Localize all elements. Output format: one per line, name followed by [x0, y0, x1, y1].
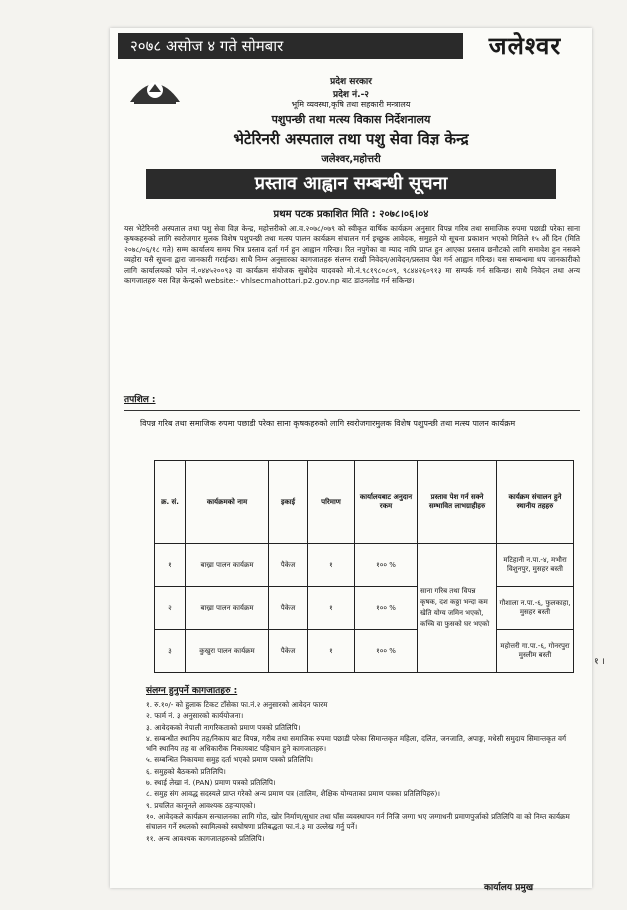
list-item: ८. समुह संग आवद्ध सदस्यले प्राप्त गरेको अन्य प्रमाण पत्र (तालिम, शैक्षिक योग्यताका प्रमाण पत्रका प्रतिलिपिहरु)।	[146, 789, 440, 799]
cell-quantity: १	[308, 630, 355, 673]
table-row	[155, 587, 574, 630]
cell-grant: १०० %	[355, 630, 418, 673]
list-item: ९. प्रचलित कानूनले आवश्यक ठहऱ्याएको।	[146, 800, 256, 810]
notice-title: प्रस्ताव आह्वान सम्बन्धी सूचना	[146, 169, 556, 199]
cell-location: गौशाला न.पा.-६, फुलकाहा, मुसहर बस्ती	[497, 587, 574, 630]
cell-sn: ३	[155, 630, 186, 673]
table-row	[155, 544, 574, 587]
newspaper-name: जलेश्वर	[488, 32, 562, 60]
table-row	[155, 630, 574, 673]
divider	[124, 410, 580, 411]
cell-location: मटिहानी न.पा.-४, मभौरा विशुनपुर, मुसहर बस्ती	[497, 544, 574, 587]
cell-unit: पैकेज	[269, 630, 308, 673]
cell-beneficiaries: साना गरिब तथा विपन्न कृषक, दश कठ्ठा भन्दा कम खेति योग्य जमिन भएको, कच्चि वा फुसको घर भएको	[418, 544, 497, 673]
cell-grant: १०० %	[355, 544, 418, 587]
col-beneficiaries: प्रस्ताव पेश गर्न सक्ने सम्भावित लाभग्राहीहरु	[418, 461, 497, 544]
list-item: १०. आवेदकले कार्यक्रम सन्चालनका लागि गोठ, खोर निर्माण/सुधार तथा घाँस व्यवस्थापन गर्न निजि जग्गा भए जग्गाधनी प्रमाणपुर्जाको प्रतिलिपि वा को निम्त कार्यक्रम संचालन गर्ने स्थलको स्वामित्वको स्वघोषणा प्रतिबद्धता फा.नं.३ मा उल्लेख गर्नु पर्ने।	[146, 811, 570, 832]
list-item: ५. सम्बन्धित निकायमा समुह दर्ता भएको प्रमाण पत्रको प्रतिलिपि।	[146, 755, 314, 765]
program-title: विपन्न गरिब तथा समाजिक रुपमा पछाडी परेका साना कृषकहरुको लागि स्वरोजगारमुलक विशेष पशुपन्छी तथा मत्स्य पालन कार्यक्रम	[140, 419, 516, 428]
cell-sn: २	[155, 587, 186, 630]
col-locations: कार्यक्रम संचालन हुने स्थानीय तहहरु	[497, 461, 574, 544]
detail-label: तपशिल :	[124, 395, 156, 405]
col-quantity: परिमाण	[308, 461, 355, 544]
col-sn: क्र. सं.	[155, 461, 186, 544]
margin-mark: १ ।	[594, 657, 605, 667]
cell-unit: पैकेज	[269, 544, 308, 587]
office-chief-signature: कार्यालय प्रमुख	[484, 883, 534, 893]
cell-unit: पैकेज	[269, 587, 308, 630]
gov-line-4: पशुपन्छी तथा मत्स्य विकास निर्देशनालय	[271, 113, 431, 126]
center-name: भेटेरिनरी अस्पताल तथा पशु सेवा विज्ञ केन्द्र	[233, 130, 469, 148]
notice-body: यस भेटेरिनरी अस्पताल तथा पशु सेवा विज्ञ केन्द्र, महोत्तरीको आ.व.२०७८/०७९ को स्वीकृत वार्षिक कार्यक्रम अनुसार विपन्न गरिब तथा समाजिक रुपमा पछाडी परेका साना कृषकहरुको लागि स्वरोजगार मुलक विशेष पशुपन्छी तथा मत्स्य पालन कार्यक्रम संचालन गर्न इच्छुक आवेदक, समुहले यो सूचना प्रकाशन भएको मितिले १५ औं दिन (मिति २०७८/०६/१८ गते) सम्म कार्यालय समय भित्र प्रस्ताव दर्ता गर्न हुन आह्वान गरिन्छ। रित नपुगेका वा म्याद नाघि प्राप्त हुन आएका प्रस्ताव छनौटको लागि समावेश हुन नसक्ने व्यहोरा यसै सूचना द्वारा जानकारी गराईन्छ। साथै निम्न अनुसारका कागजातहरु संलग्न राखी निवेदन/आवेदन/प्रस्ताव पेश गर्न आह्वान गरिन्छ। यस सम्बन्धमा थप जानकारीको लागि कार्यालयको फोन नं.०४४५२००९३ वा कार्यक्रम संयोजक सुबोदेव यादवको मो.नं.९८१९८०८०९, ९८४४२६०९१३ मा सम्पर्क गर्न सकिन्छ। साथै निवेदन तथा अन्य कागजातहरु यस विज्ञ केन्द्रको website:- vhlsecmahottari.p2.gov.np बाट डाउनलोड गर्न सकिन्छ।	[124, 224, 580, 286]
cell-program-name: बाख्रा पालन कार्यक्रम	[186, 587, 269, 630]
documents-list	[146, 700, 576, 845]
documents-label: संलग्न हुनुपर्ने कागजातहरु :	[146, 686, 238, 696]
cell-quantity: १	[308, 544, 355, 587]
masthead-date: २०७८ असोज ४ गते सोमबार	[118, 33, 463, 59]
list-item: ६. समुहको बैठकको प्रतिलिपि।	[146, 766, 226, 776]
program-table	[154, 460, 574, 673]
cell-quantity: १	[308, 587, 355, 630]
col-unit: इकाई	[269, 461, 308, 544]
cell-sn: १	[155, 544, 186, 587]
newspaper-clipping	[110, 28, 592, 893]
first-published-date: प्रथम पटक प्रकाशित मिति : २०७८।०६।०४	[273, 209, 429, 220]
cell-location: महोत्तरी गा.पा.-६, गोनरपुरा मुस्लीम बस्ती	[497, 630, 574, 673]
list-item: १. रु.१०/- को हुलाक टिकट टाँसेका फा.नं.२ अनुसारको आवेदन फारम	[146, 700, 328, 709]
list-item: ११. अन्य आवश्यक कागजातहरुको प्रतिलिपि।	[146, 833, 265, 843]
list-item: ४. सम्बन्धीत स्थानिय तह/निकाय बाट विपन्न, गरीब तथा समाजिक रुपमा पछाडी परेका सिमान्तकृत महिला, दलित, जनजाति, अपाङ्ग, मधेसी समुदाय सिमान्तकृत वर्ग भनि स्थानिय तह वा अधिकारीक निकायबाट पहिचान हुने कागजातहरु।	[146, 733, 567, 754]
list-item: ३. आवेदकको नेपाली नागरिकताको प्रमाण पत्रको प्रतिलिपि।	[146, 722, 301, 732]
list-item: ७. स्थाई लेखा नं. (PAN) प्रमाण पत्रको प्रतिलिपि।	[146, 778, 276, 788]
cell-program-name: बाख्रा पालन कार्यक्रम	[186, 544, 269, 587]
gov-line-2: प्रदेश नं.-२	[333, 90, 369, 100]
table-header-row	[155, 461, 574, 544]
gov-line-1: प्रदेश सरकार	[330, 77, 372, 87]
cell-program-name: कुखुरा पालन कार्यक्रम	[186, 630, 269, 673]
cell-grant: १०० %	[355, 587, 418, 630]
gov-line-3: भूमि व्यवस्था,कृषि तथा सहकारी मन्त्रालय	[291, 100, 411, 109]
list-item: २. फार्म नं. ३ अनुसारको कार्ययोजना।	[146, 711, 244, 721]
center-place: जलेश्वर,महोत्तरी	[321, 154, 381, 165]
col-program-name: कार्यक्रमको नाम	[186, 461, 269, 544]
col-grant: कार्यालयबाट अनुदान रकम	[355, 461, 418, 544]
